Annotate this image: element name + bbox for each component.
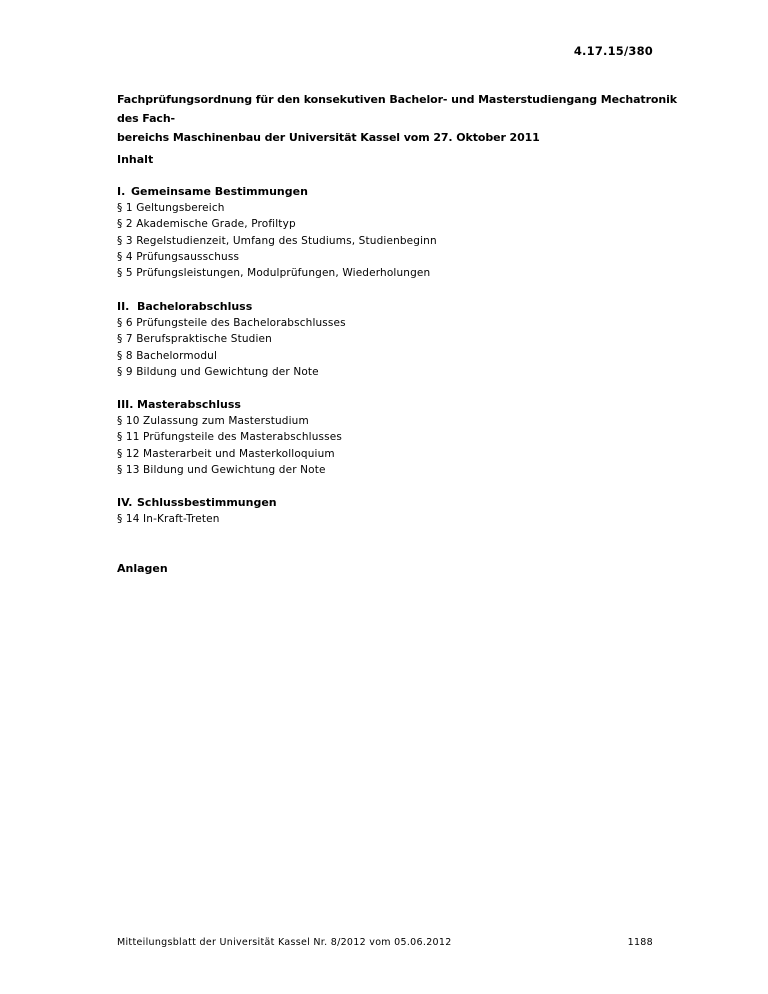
toc-section-4 (117, 495, 277, 527)
section-number: III. (117, 398, 134, 411)
toc-entry[interactable]: § 1 Geltungsbereich (117, 202, 225, 214)
toc-entry[interactable]: § 8 Bachelormodul (117, 349, 218, 362)
document-title-line-2: bereichs Maschinenbau der Universität Kassel vom 27. Oktober 2011 (117, 131, 540, 144)
toc-entry[interactable]: § 10 Zulassung zum Masterstudium (117, 415, 309, 427)
section-heading (117, 184, 437, 200)
toc-entry[interactable]: § 11 Prüfungsteile des Masterabschlusses (117, 431, 342, 444)
toc-section-1 (117, 184, 437, 281)
section-heading (117, 397, 342, 413)
toc-entry[interactable]: § 7 Berufspraktische Studien (117, 333, 272, 346)
toc-entry[interactable]: § 6 Prüfungsteile des Bachelorabschlusses (117, 317, 346, 329)
section-title: Schlussbestimmungen (137, 496, 277, 509)
toc-section-3 (117, 397, 342, 478)
section-number: IV. (117, 496, 133, 509)
section-heading (117, 299, 346, 315)
document-number: 4.17.15/380 (573, 44, 653, 58)
toc-entry[interactable]: § 13 Bildung und Gewichtung der Note (117, 463, 326, 476)
toc-entry[interactable]: § 9 Bildung und Gewichtung der Note (117, 365, 319, 378)
document-title (117, 90, 677, 147)
section-title: Masterabschluss (137, 398, 241, 411)
toc-entry[interactable]: § 12 Masterarbeit und Masterkolloquium (117, 447, 335, 460)
footer-page-number: 1188 (627, 937, 653, 948)
document-title-line-1: Fachprüfungsordnung für den konsekutiven Bachelor- und Masterstudiengang Mechatronik des Fach- (117, 93, 677, 125)
toc-entry[interactable]: § 4 Prüfungsausschuss (117, 250, 240, 263)
annex-heading: Anlagen (117, 562, 168, 575)
toc-entry[interactable]: § 3 Regelstudienzeit, Umfang des Studiums, Studienbeginn (117, 234, 437, 247)
toc-entry[interactable]: § 5 Prüfungsleistungen, Modulprüfungen, Wiederholungen (117, 267, 431, 280)
section-heading (117, 495, 277, 511)
toc-section-2 (117, 299, 346, 380)
section-number: II. (117, 300, 130, 313)
toc-entry[interactable]: § 2 Akademische Grade, Profiltyp (117, 218, 296, 231)
section-title: Bachelorabschluss (137, 300, 253, 313)
toc-entry[interactable]: § 14 In-Kraft-Treten (117, 513, 220, 525)
toc-heading: Inhalt (117, 153, 154, 166)
footer-publication: Mitteilungsblatt der Universität Kassel Nr. 8/2012 vom 05.06.2012 (117, 937, 452, 948)
section-title: Gemeinsame Bestimmungen (131, 185, 308, 198)
section-number: I. (117, 185, 126, 198)
